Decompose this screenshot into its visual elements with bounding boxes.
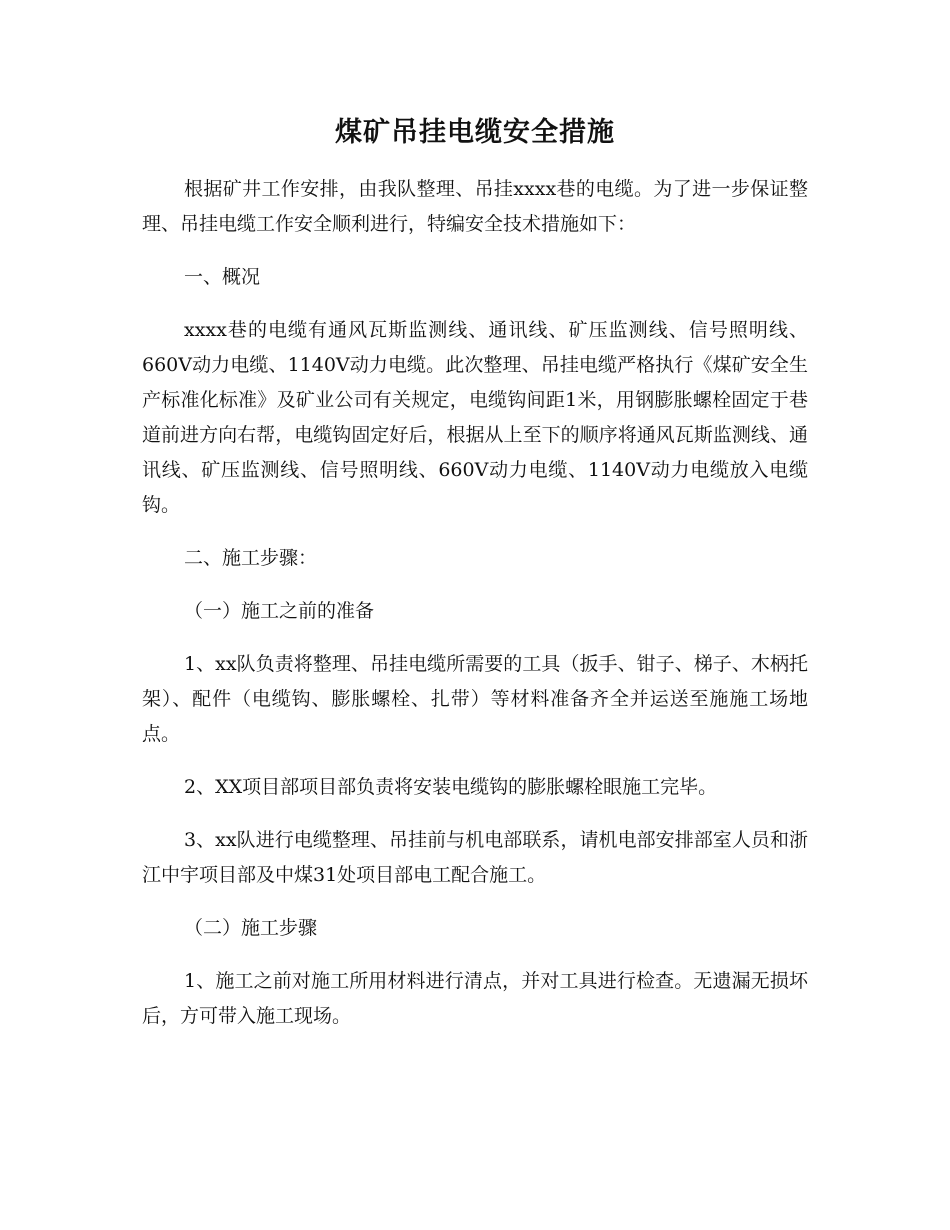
procedure-item-1: 1、施工之前对施工所用材料进行清点，并对工具进行检查。无遗漏无损坏后，方可带入施工现场。 bbox=[142, 970, 808, 1027]
preparation-item-1: 1、xx队负责将整理、吊挂电缆所需要的工具（扳手、钳子、梯子、木柄托架）、配件（电缆钩、膨胀螺栓、扎带）等材料准备齐全并运送至施施工场地点。 bbox=[142, 653, 808, 745]
preparation-item-2: 2、XX项目部项目部负责将安装电缆钩的膨胀螺栓眼施工完毕。 bbox=[184, 776, 718, 798]
overview-paragraph: xxxx巷的电缆有通风瓦斯监测线、通讯线、矿压监测线、信号照明线、660V动力电缆、1140V动力电缆。此次整理、吊挂电缆严格执行《煤矿安全生产标准化标准》及矿业公司有关规定，电缆钩间距1米，用钢膨胀螺栓固定于巷道前进方向右帮，电缆钩固定好后，根据从上至下的顺序将通风瓦斯监测线、通讯线、矿压监测线、信号照明线、660V动力电缆、1140V动力电缆放入电缆钩。 bbox=[142, 319, 808, 516]
preparation-item-3: 3、xx队进行电缆整理、吊挂前与机电部联系，请机电部安排部室人员和浙江中宇项目部及中煤31处项目部电工配合施工。 bbox=[142, 829, 808, 886]
subsection-heading-procedure: （二）施工步骤 bbox=[184, 917, 318, 939]
subsection-heading-preparation: （一）施工之前的准备 bbox=[184, 600, 375, 622]
document-page bbox=[142, 108, 808, 1052]
intro-paragraph: 根据矿井工作安排，由我队整理、吊挂xxxx巷的电缆。为了进一步保证整理、吊挂电缆工作安全顺利进行，特编安全技术措施如下： bbox=[142, 178, 808, 235]
document-title: 煤矿吊挂电缆安全措施 bbox=[335, 117, 615, 148]
section-heading-overview: 一、概况 bbox=[184, 266, 261, 288]
section-heading-steps: 二、施工步骤： bbox=[184, 547, 318, 569]
